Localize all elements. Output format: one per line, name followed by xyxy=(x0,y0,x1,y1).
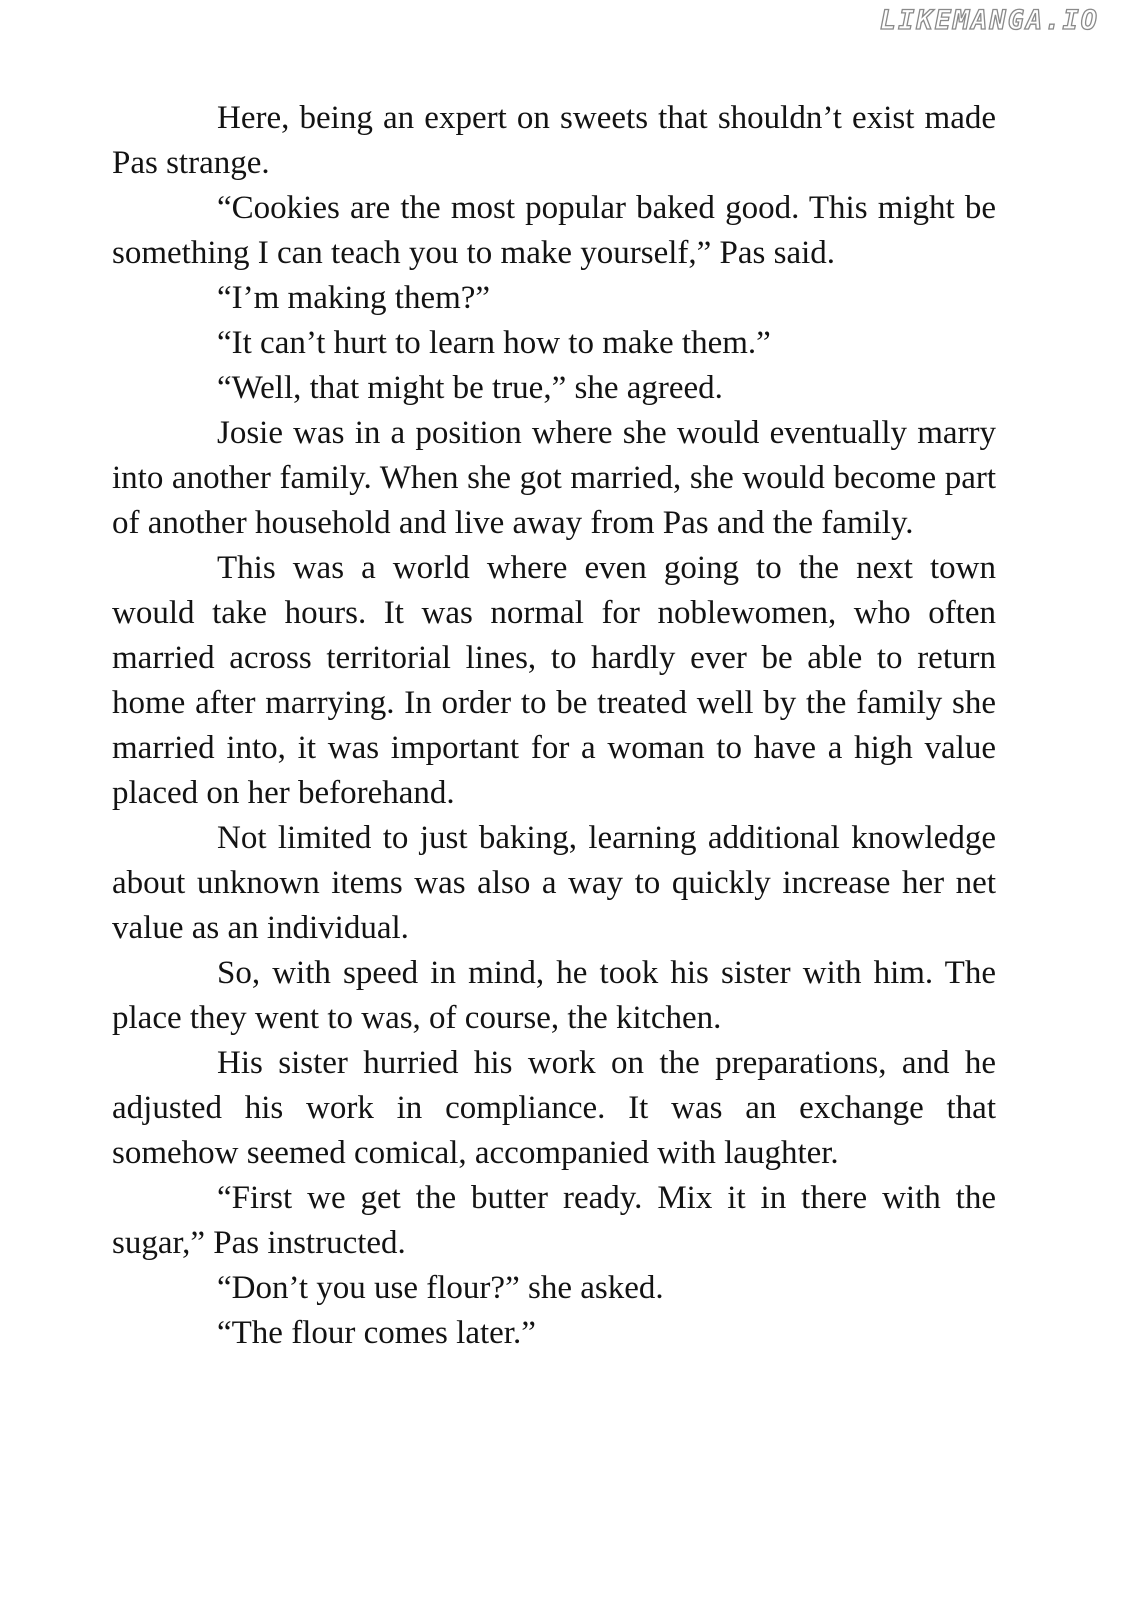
paragraph: “Don’t you use flour?” she asked. xyxy=(217,1270,664,1306)
paragraph: “It can’t hurt to learn how to make them.” xyxy=(217,325,771,361)
paragraph: “Well, that might be true,” she agreed. xyxy=(217,370,723,406)
paragraph: Here, being an expert on sweets that shouldn’t exist made Pas strange. xyxy=(112,100,996,181)
novel-text-block xyxy=(112,96,996,1356)
paragraph: “The flour comes later.” xyxy=(217,1315,536,1351)
paragraph: This was a world where even going to the next town would take hours. It was normal for noblewomen, who often married across territorial lines, to hardly ever be able to return home after marrying. In order to be treated well by the family she married into, it was important for a woman to have a high value placed on her beforehand. xyxy=(112,550,996,811)
paragraph: “First we get the butter ready. Mix it in there with the sugar,” Pas instructed. xyxy=(112,1180,996,1261)
paragraph: Not limited to just baking, learning additional knowledge about unknown items was also a way to quickly increase her net value as an individual. xyxy=(112,820,996,946)
paragraph: “Cookies are the most popular baked good. This might be something I can teach you to make yourself,” Pas said. xyxy=(112,190,996,271)
paragraph: So, with speed in mind, he took his sister with him. The place they went to was, of course, the kitchen. xyxy=(112,955,996,1036)
paragraph: His sister hurried his work on the preparations, and he adjusted his work in compliance. It was an exchange that somehow seemed comical, accompanied with laughter. xyxy=(112,1045,996,1171)
paragraph: “I’m making them?” xyxy=(217,280,491,316)
paragraph: Josie was in a position where she would eventually marry into another family. When she got married, she would become part of another household and live away from Pas and the family. xyxy=(112,415,996,541)
site-watermark: LIKEMANGA.IO xyxy=(879,5,1099,36)
